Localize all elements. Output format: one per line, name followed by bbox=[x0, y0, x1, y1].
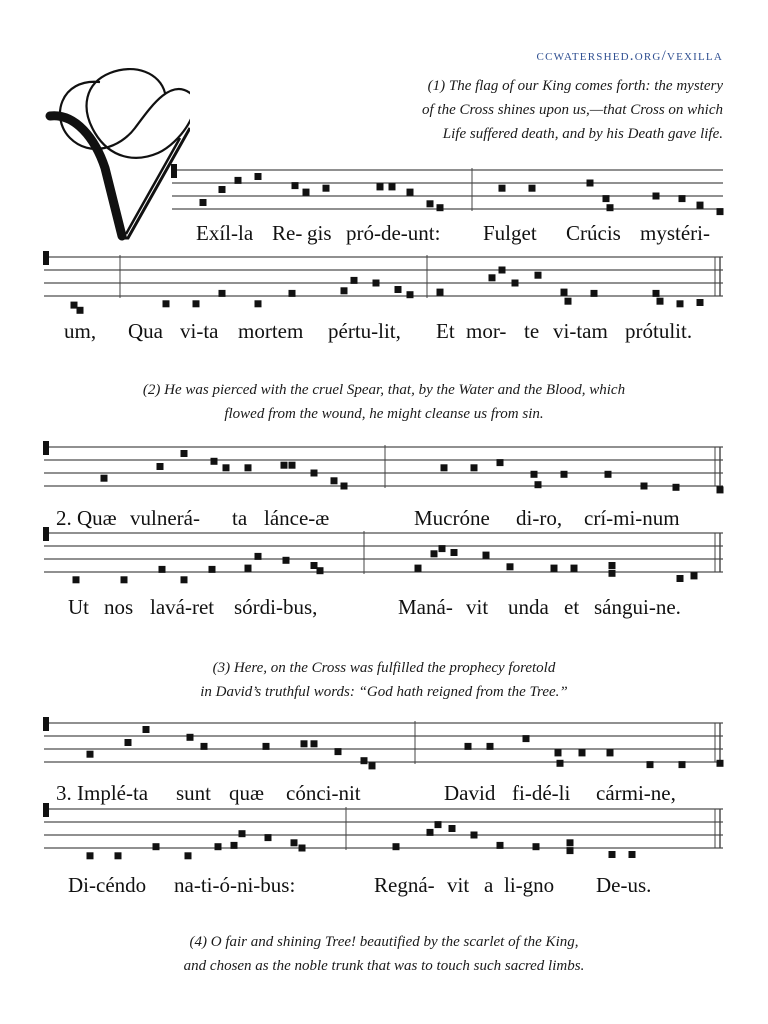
lyric-word: mortem bbox=[238, 319, 304, 343]
lyric-word: pró-de-unt: bbox=[346, 221, 441, 245]
lyric-word: Crúcis bbox=[566, 221, 621, 245]
lyric-word: mystéri- bbox=[640, 221, 710, 245]
verse1-translation-line: Life suffered death, and by his Death gave life. bbox=[442, 126, 723, 142]
verse3-translation bbox=[20, 656, 748, 704]
lyric-word: 3. Implé-ta bbox=[56, 781, 149, 805]
lyric-word: De-us. bbox=[596, 873, 652, 897]
verse3-line1-lyrics bbox=[56, 781, 676, 805]
lyric-word: pértu-lit, bbox=[328, 319, 401, 343]
lyric-word: mor- bbox=[466, 319, 507, 343]
lyric-word: Mucróne bbox=[414, 506, 490, 530]
verse2-line2-lyrics bbox=[68, 595, 681, 619]
verse1-translation-line: (1) The flag of our King comes forth: the mystery bbox=[427, 78, 723, 94]
lyric-word: vi-ta bbox=[180, 319, 219, 343]
verse3-translation-line: (3) Here, on the Cross was fulfilled the prophecy foretold bbox=[212, 660, 556, 676]
lyric-word: Di-céndo bbox=[68, 873, 147, 897]
verse4-translation-line: (4) O fair and shining Tree! beautified by the scarlet of the King, bbox=[189, 934, 579, 950]
lyric-word: li-gno bbox=[504, 873, 555, 897]
lyric-word: na-ti-ó-ni-bus: bbox=[174, 873, 296, 897]
lyric-word: lavá-ret bbox=[150, 595, 215, 619]
lyric-word: vi-tam bbox=[553, 319, 608, 343]
lyric-word: um, bbox=[64, 319, 97, 343]
lyric-word: cármi-ne, bbox=[596, 781, 676, 805]
verse3-line2-lyrics bbox=[68, 873, 651, 897]
lyric-word: vit bbox=[466, 595, 489, 619]
lyric-word: cónci-nit bbox=[286, 781, 361, 805]
lyric-word: unda bbox=[508, 595, 549, 619]
verse2-translation-line: (2) He was pierced with the cruel Spear, that, by the Water and the Blood, which bbox=[142, 382, 626, 398]
lyric-word: Re- bbox=[272, 221, 303, 245]
verse1-line2-lyrics bbox=[64, 319, 692, 343]
lyric-word: crí-mi-num bbox=[584, 506, 680, 530]
verse3-translation-line: in David’s truthful words: “God hath reigned from the Tree.” bbox=[200, 684, 568, 700]
lyric-word: quæ bbox=[229, 781, 265, 805]
lyric-word: Ut bbox=[68, 595, 89, 619]
lyric-word: sunt bbox=[176, 781, 212, 805]
lyric-word: vulnerá- bbox=[130, 506, 200, 530]
lyric-word: sórdi-bus, bbox=[234, 595, 318, 619]
verse1-translation-line: of the Cross shines upon us,—that Cross on which bbox=[421, 102, 723, 118]
lyric-word: 2. Quæ bbox=[56, 506, 117, 530]
lyric-word: sángui-ne. bbox=[594, 595, 681, 619]
source-url[interactable]: ccwatershed.org/vexilla bbox=[536, 48, 723, 64]
lyric-word: ta bbox=[232, 506, 248, 530]
lyric-word: fi-dé-li bbox=[512, 781, 571, 805]
verse4-translation bbox=[20, 930, 748, 978]
lyric-word: Et bbox=[436, 319, 455, 343]
lyric-word: nos bbox=[104, 595, 134, 619]
lyric-word: a bbox=[484, 873, 494, 897]
lyric-word: prótulit. bbox=[625, 319, 693, 343]
lyric-word: lánce-æ bbox=[264, 506, 330, 530]
lyric-word: Fulget bbox=[483, 221, 537, 245]
verse1-line1-lyrics bbox=[196, 221, 710, 245]
lyric-word: vit bbox=[447, 873, 470, 897]
lyric-word: gis bbox=[307, 221, 332, 245]
lyric-word: te bbox=[524, 319, 540, 343]
verse2-translation bbox=[20, 378, 748, 426]
lyric-word: Regná- bbox=[374, 873, 435, 897]
verse2-translation-line: flowed from the wound, he might cleanse us from sin. bbox=[224, 406, 544, 422]
verse2-line1-lyrics bbox=[56, 506, 680, 530]
lyric-word: et bbox=[564, 595, 580, 619]
lyric-word: di-ro, bbox=[516, 506, 563, 530]
lyric-word: David bbox=[444, 781, 496, 805]
lyric-word: Exíl-la bbox=[196, 221, 254, 245]
verse4-translation-line: and chosen as the noble trunk that was to touch such sacred limbs. bbox=[183, 958, 585, 974]
lyric-word: Qua bbox=[128, 319, 163, 343]
lyric-word: Maná- bbox=[398, 595, 453, 619]
